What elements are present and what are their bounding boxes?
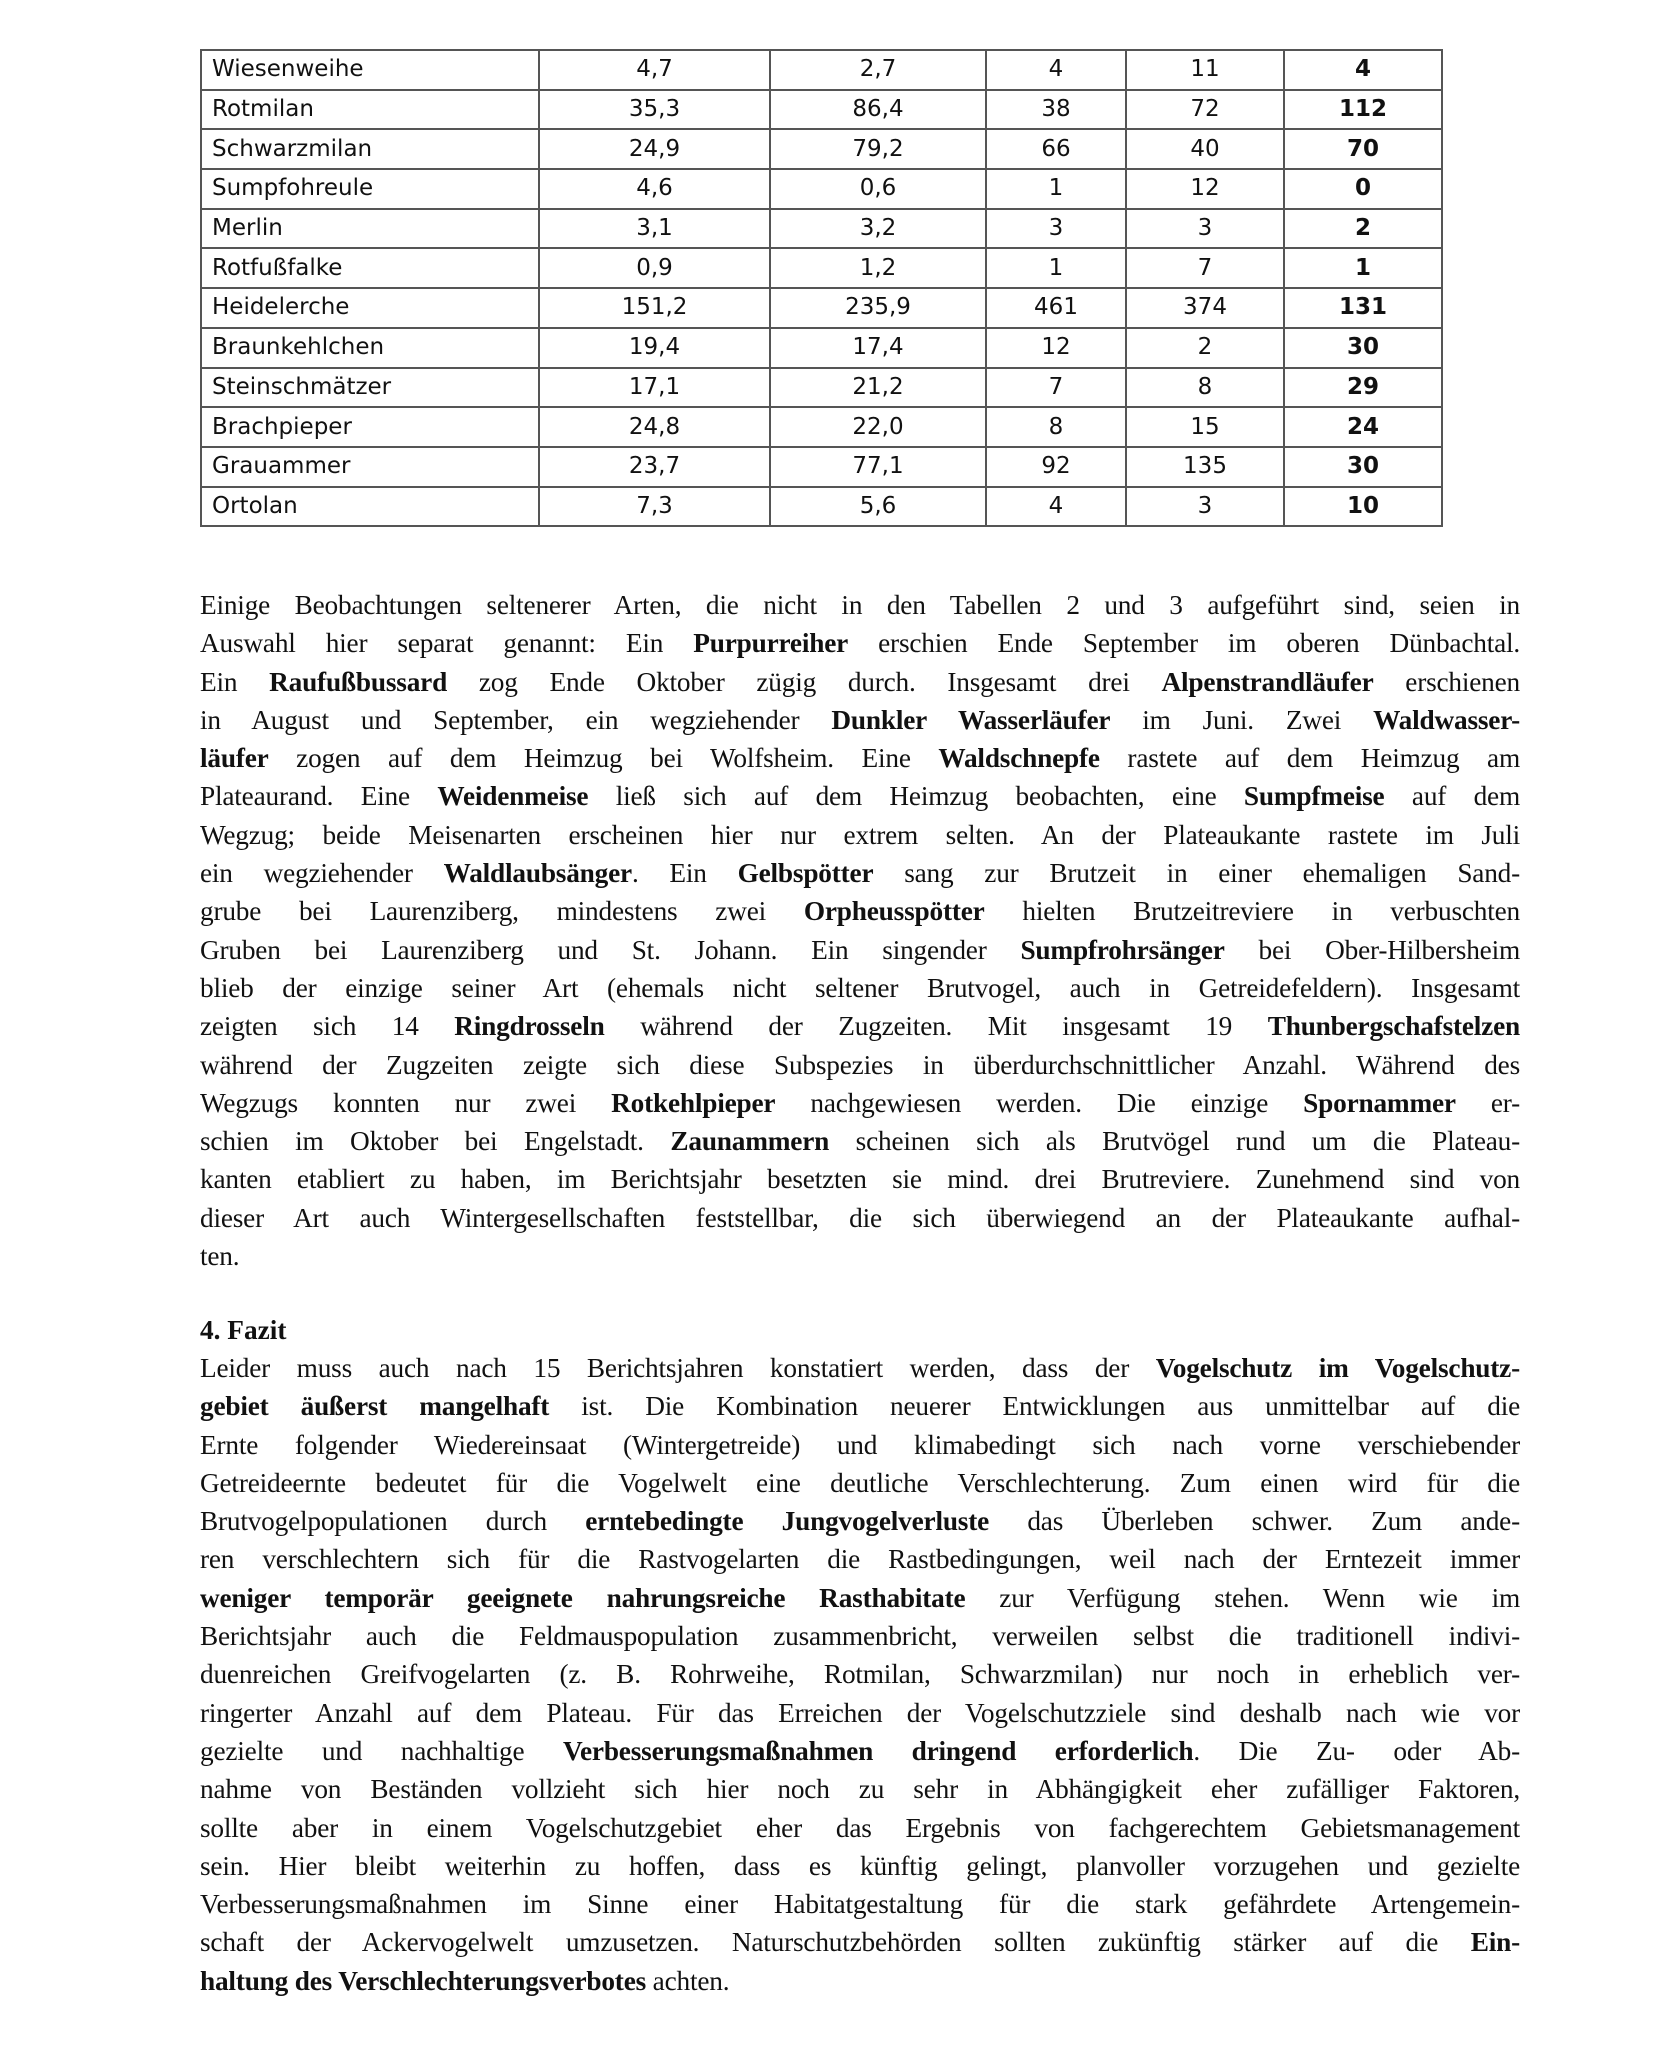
name-cell: Sumpfohreule	[201, 169, 539, 209]
text-run: Auswahl hier separat genannt: Ein	[200, 628, 694, 659]
value-cell: 1,2	[770, 248, 986, 288]
name-cell: Wiesenweihe	[201, 50, 539, 90]
text-run: sein. Hier bleibt weiterhin zu hoffen, dass es künftig gelingt, planvoller vorzugehen und gezielte	[200, 1850, 1520, 1881]
bold-species-term: Sumpfrohrsänger	[1020, 934, 1225, 965]
text-run: dieser Art auch Wintergesellschaften feststellbar, die sich überwiegend an der Plateaukante aufhal-	[200, 1202, 1520, 1233]
total-cell: 0	[1284, 169, 1442, 209]
value-cell: 3	[986, 209, 1126, 249]
total-cell: 24	[1284, 407, 1442, 447]
bold-species-term: Weidenmeise	[437, 781, 589, 812]
text-line	[200, 586, 1520, 624]
species-table-body	[201, 50, 1442, 526]
text-line	[200, 701, 1520, 739]
bold-species-term: gebiet äußerst mangelhaft	[200, 1391, 550, 1422]
text-run: er-	[1455, 1087, 1520, 1118]
value-cell: 40	[1126, 129, 1284, 169]
value-cell: 5,6	[770, 487, 986, 527]
value-cell: 77,1	[770, 447, 986, 487]
value-cell: 461	[986, 288, 1126, 328]
value-cell: 7	[986, 368, 1126, 408]
text-line	[200, 1502, 1520, 1540]
name-cell: Rotmilan	[201, 90, 539, 130]
text-run: ist. Die Kombination neuerer Entwicklungen aus unmittelbar auf die	[549, 1391, 1520, 1422]
text-line	[200, 854, 1520, 892]
text-run: Einige Beobachtungen seltenerer Arten, die nicht in den Tabellen 2 und 3 aufgeführt sind, seien in	[200, 590, 1520, 620]
text-line	[200, 1199, 1520, 1237]
value-cell: 4,7	[539, 50, 770, 90]
text-run: gezielte und nachhaltige	[200, 1735, 563, 1766]
text-line	[200, 1160, 1520, 1198]
value-cell: 3,2	[770, 209, 986, 249]
text-line	[200, 1694, 1520, 1732]
value-cell: 4	[986, 50, 1126, 90]
text-run: Wegzugs konnten nur zwei	[200, 1087, 612, 1118]
bold-species-term: haltung des Verschlechterungsverbotes	[200, 1965, 647, 1996]
value-cell: 3	[1126, 209, 1284, 249]
bold-species-term: Raufußbussard	[269, 666, 448, 697]
text-line	[200, 1579, 1520, 1617]
table-row	[201, 288, 1442, 328]
text-run: . Die Zu- oder Ab-	[1193, 1735, 1520, 1766]
value-cell: 7	[1126, 248, 1284, 288]
text-run: Ein	[200, 666, 270, 697]
text-run: zogen auf dem Heimzug bei Wolfsheim. Eine	[268, 743, 939, 774]
text-run: zur Verfügung stehen. Wenn wie im	[965, 1582, 1520, 1613]
text-run: erschien Ende September im oberen Dünbachtal.	[848, 628, 1520, 659]
text-run: Brutvogelpopulationen durch	[200, 1506, 586, 1537]
text-run: blieb der einzige seiner Art (ehemals nicht seltener Brutvogel, auch in Getreidefeldern). Insgesamt	[200, 972, 1520, 1003]
table-row	[201, 50, 1442, 90]
total-cell: 1	[1284, 248, 1442, 288]
value-cell: 1	[986, 169, 1126, 209]
bold-species-term: Orpheusspötter	[803, 896, 985, 927]
table-row	[201, 487, 1442, 527]
text-run: nachgewiesen werden. Die einzige	[775, 1087, 1304, 1118]
value-cell: 11	[1126, 50, 1284, 90]
table-row	[201, 368, 1442, 408]
text-run: ten.	[200, 1241, 240, 1272]
bold-species-term: Ein-	[1470, 1927, 1520, 1958]
name-cell: Grauammer	[201, 447, 539, 487]
value-cell: 19,4	[539, 328, 770, 368]
text-run: Wegzug; beide Meisenarten erscheinen hier nur extrem selten. An der Plateaukante rastete im Juli	[200, 819, 1520, 850]
text-line	[200, 624, 1520, 662]
text-run: duenreichen Greifvogelarten (z. B. Rohrweihe, Rotmilan, Schwarzmilan) nur noch in erheblich ver-	[200, 1659, 1520, 1690]
text-line	[200, 969, 1520, 1007]
text-line	[200, 1007, 1520, 1045]
value-cell: 35,3	[539, 90, 770, 130]
value-cell: 235,9	[770, 288, 986, 328]
text-run: zog Ende Oktober zügig durch. Insgesamt drei	[447, 666, 1162, 697]
bold-species-term: Dunkler Wasserläufer	[831, 704, 1111, 735]
text-line	[200, 1122, 1520, 1160]
text-run: Ernte folgender Wiedereinsaat (Wintergetreide) und klimabedingt sich nach vorne verschiebender	[200, 1429, 1520, 1460]
bold-species-term: Gelbspötter	[737, 858, 874, 889]
text-line	[200, 739, 1520, 777]
text-run: schien im Oktober bei Engelstadt.	[200, 1126, 671, 1157]
text-run: Berichtsjahr auch die Feldmauspopulation zusammenbricht, verweilen selbst die traditionell indivi-	[200, 1621, 1520, 1652]
text-line	[200, 1349, 1520, 1387]
text-run: in August und September, ein wegziehender	[200, 704, 832, 735]
value-cell: 72	[1126, 90, 1284, 130]
text-line	[200, 1237, 1520, 1275]
text-line	[200, 1732, 1520, 1770]
text-run: scheinen sich als Brutvögel rund um die Plateau-	[829, 1126, 1520, 1157]
name-cell: Brachpieper	[201, 407, 539, 447]
value-cell: 17,1	[539, 368, 770, 408]
text-line	[200, 931, 1520, 969]
text-line	[200, 1770, 1520, 1808]
bold-species-term: Vogelschutz im Vogelschutz-	[1155, 1353, 1520, 1383]
value-cell: 22,0	[770, 407, 986, 447]
bold-species-term: Rotkehlpieper	[611, 1087, 776, 1118]
value-cell: 7,3	[539, 487, 770, 527]
bold-species-term: Waldschnepfe	[938, 743, 1100, 774]
name-cell: Schwarzmilan	[201, 129, 539, 169]
text-line	[200, 1084, 1520, 1122]
name-cell: Ortolan	[201, 487, 539, 527]
text-run: im Juni. Zwei	[1110, 704, 1374, 735]
table-row	[201, 169, 1442, 209]
text-run: . Ein	[631, 858, 738, 889]
value-cell: 38	[986, 90, 1126, 130]
text-run: grube bei Laurenziberg, mindestens zwei	[200, 896, 804, 927]
total-cell: 10	[1284, 487, 1442, 527]
paragraph-fazit	[200, 1349, 1520, 2000]
value-cell: 86,4	[770, 90, 986, 130]
value-cell: 12	[1126, 169, 1284, 209]
value-cell: 4,6	[539, 169, 770, 209]
total-cell: 131	[1284, 288, 1442, 328]
text-line	[200, 1426, 1520, 1464]
total-cell: 70	[1284, 129, 1442, 169]
value-cell: 374	[1126, 288, 1284, 328]
value-cell: 3,1	[539, 209, 770, 249]
value-cell: 24,8	[539, 407, 770, 447]
text-run: Gruben bei Laurenziberg und St. Johann. Ein singender	[200, 934, 1021, 965]
bold-species-term: Purpurreiher	[693, 628, 849, 659]
name-cell: Steinschmätzer	[201, 368, 539, 408]
species-table	[200, 49, 1443, 527]
name-cell: Heidelerche	[201, 288, 539, 328]
name-cell: Rotfußfalke	[201, 248, 539, 288]
text-run: hielten Brutzeitreviere in verbuschten	[984, 896, 1520, 927]
bold-species-term: Waldwasser-	[1373, 704, 1520, 735]
text-line	[200, 1923, 1520, 1961]
text-run: zeigten sich 14	[200, 1011, 455, 1042]
value-cell: 66	[986, 129, 1126, 169]
bold-species-term: Thunbergschafstelzen	[1267, 1011, 1520, 1042]
bold-species-term: weniger temporär geeignete nahrungsreiche Rasthabitate	[200, 1582, 966, 1613]
table-row	[201, 447, 1442, 487]
text-line	[200, 1617, 1520, 1655]
bold-species-term: Ringdrosseln	[454, 1011, 605, 1042]
value-cell: 92	[986, 447, 1126, 487]
text-run: Verbesserungsmaßnahmen im Sinne einer Habitatgestaltung für die stark gefährdete Artengemein-	[200, 1889, 1520, 1920]
text-line	[200, 1809, 1520, 1847]
value-cell: 21,2	[770, 368, 986, 408]
value-cell: 0,9	[539, 248, 770, 288]
text-run: ren verschlechtern sich für die Rastvogelarten die Rastbedingungen, weil nach der Erntezeit immer	[200, 1544, 1520, 1575]
value-cell: 24,9	[539, 129, 770, 169]
text-line	[200, 663, 1520, 701]
text-run: das Überleben schwer. Zum ande-	[989, 1506, 1520, 1537]
text-line	[200, 1847, 1520, 1885]
value-cell: 4	[986, 487, 1126, 527]
text-run: achten.	[646, 1965, 730, 1996]
table-row	[201, 407, 1442, 447]
text-run: auf dem	[1384, 781, 1520, 812]
value-cell: 3	[1126, 487, 1284, 527]
section-heading-fazit: 4. Fazit	[200, 1315, 287, 1345]
text-run: rastete auf dem Heimzug am	[1099, 743, 1520, 774]
text-run: sollte aber in einem Vogelschutzgebiet eher das Ergebnis von fachgerechtem Gebietsmanagement	[200, 1812, 1520, 1843]
value-cell: 2,7	[770, 50, 986, 90]
text-run: bei Ober-Hilbersheim	[1224, 934, 1520, 965]
value-cell: 1	[986, 248, 1126, 288]
text-run: schaft der Ackervogelwelt umzusetzen. Naturschutzbehörden sollten zukünftig stärker auf die	[200, 1927, 1471, 1958]
text-run: Leider muss auch nach 15 Berichtsjahren konstatiert werden, dass der	[200, 1353, 1156, 1383]
bold-species-term: Sumpfmeise	[1243, 781, 1385, 812]
text-run: ein wegziehender	[200, 858, 444, 889]
value-cell: 15	[1126, 407, 1284, 447]
text-run: ließ sich auf dem Heimzug beobachten, eine	[588, 781, 1244, 812]
text-run: während der Zugzeiten. Mit insgesamt 19	[604, 1011, 1268, 1042]
bold-species-term: Alpenstrandläufer	[1161, 666, 1374, 697]
total-cell: 29	[1284, 368, 1442, 408]
table-row	[201, 90, 1442, 130]
text-line	[200, 1885, 1520, 1923]
text-run: sang zur Brutzeit in einer ehemaligen Sand-	[873, 858, 1520, 889]
value-cell: 79,2	[770, 129, 986, 169]
text-line	[200, 1655, 1520, 1693]
text-run: Plateaurand. Eine	[200, 781, 438, 812]
total-cell: 4	[1284, 50, 1442, 90]
total-cell: 2	[1284, 209, 1442, 249]
text-run: während der Zugzeiten zeigte sich diese Subspezies in überdurchschnittlicher Anzahl. Während des	[200, 1049, 1520, 1080]
bold-species-term: läufer	[200, 743, 269, 774]
text-run: nahme von Beständen vollzieht sich hier noch zu sehr in Abhängigkeit eher zufälliger Faktoren,	[200, 1774, 1520, 1805]
total-cell: 30	[1284, 447, 1442, 487]
value-cell: 12	[986, 328, 1126, 368]
total-cell: 30	[1284, 328, 1442, 368]
text-line	[200, 1540, 1520, 1578]
value-cell: 23,7	[539, 447, 770, 487]
value-cell: 8	[986, 407, 1126, 447]
text-line	[200, 1387, 1520, 1425]
text-line	[200, 1464, 1520, 1502]
value-cell: 2	[1126, 328, 1284, 368]
value-cell: 17,4	[770, 328, 986, 368]
bold-species-term: Zaunammern	[670, 1126, 830, 1157]
name-cell: Merlin	[201, 209, 539, 249]
text-run: erschienen	[1373, 666, 1520, 697]
text-line	[200, 1962, 1520, 2000]
name-cell: Braunkehlchen	[201, 328, 539, 368]
value-cell: 135	[1126, 447, 1284, 487]
value-cell: 151,2	[539, 288, 770, 328]
text-line	[200, 892, 1520, 930]
text-run: Getreideernte bedeutet für die Vogelwelt eine deutliche Verschlechterung. Zum einen wird für die	[200, 1467, 1520, 1498]
text-line	[200, 777, 1520, 815]
bold-species-term: Waldlaubsänger	[443, 858, 632, 889]
value-cell: 0,6	[770, 169, 986, 209]
table-row	[201, 328, 1442, 368]
text-line	[200, 816, 1520, 854]
text-run: ringerter Anzahl auf dem Plateau. Für das Erreichen der Vogelschutzziele sind deshalb nach wie vor	[200, 1697, 1520, 1728]
bold-species-term: erntebedingte Jungvogelverluste	[585, 1506, 990, 1537]
bold-species-term: Spornammer	[1303, 1087, 1456, 1118]
table-row	[201, 209, 1442, 249]
value-cell: 8	[1126, 368, 1284, 408]
text-line	[200, 1046, 1520, 1084]
table-row	[201, 129, 1442, 169]
paragraph-rare-species	[200, 586, 1520, 1275]
total-cell: 112	[1284, 90, 1442, 130]
table-row	[201, 248, 1442, 288]
bold-species-term: Verbesserungsmaßnahmen dringend erforderlich	[562, 1735, 1194, 1766]
text-run: kanten etabliert zu haben, im Berichtsjahr besetzten sie mind. drei Brutreviere. Zunehmend sind von	[200, 1164, 1520, 1195]
